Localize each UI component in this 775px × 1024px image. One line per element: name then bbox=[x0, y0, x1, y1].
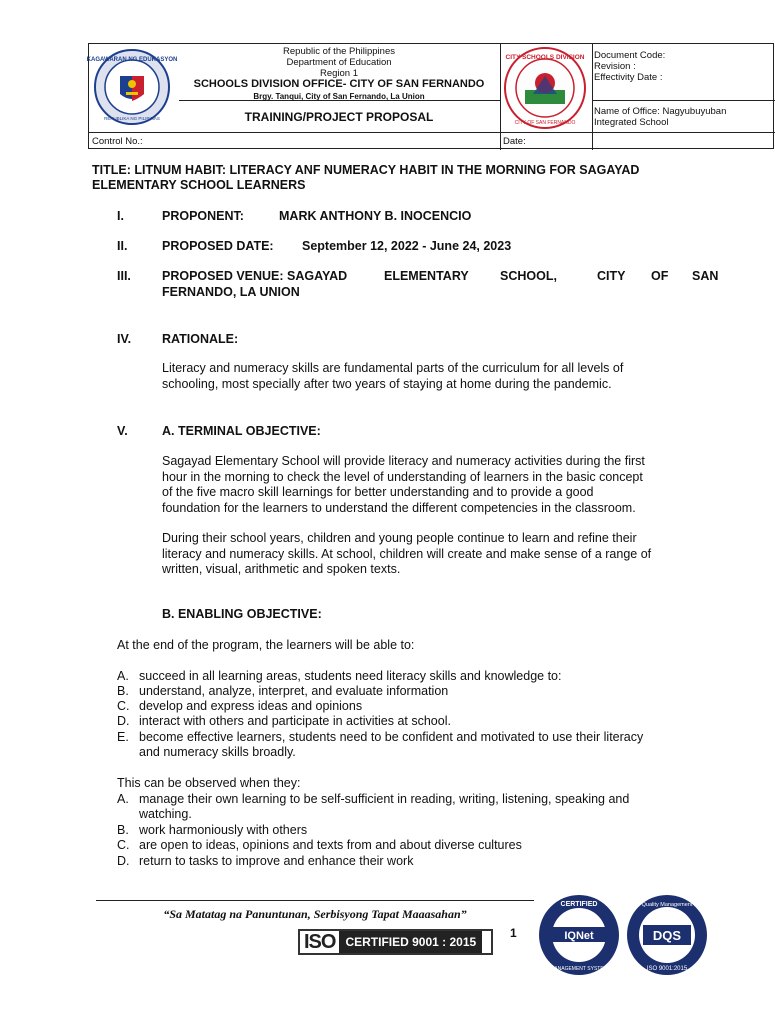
proponent-value: MARK ANTHONY B. INOCENCIO bbox=[279, 209, 472, 223]
section-number: I. bbox=[117, 209, 124, 223]
iso-cert-text: CERTIFIED 9001 : 2015 bbox=[339, 931, 482, 953]
list-text: become effective learners, students need to be confident and motivated to use their literacy bbox=[139, 730, 644, 744]
deped-seal-logo bbox=[86, 48, 178, 126]
list-marker: B. bbox=[117, 684, 129, 698]
paragraph-line: Sagayad Elementary School will provide literacy and numeracy activities during the first bbox=[162, 454, 645, 468]
date-field: Date: bbox=[503, 136, 526, 147]
section-label: RATIONALE: bbox=[162, 332, 239, 346]
form-title: TRAINING/PROJECT PROPOSAL bbox=[244, 110, 434, 124]
paragraph-line: During their school years, children and young people continue to learn and refine their bbox=[162, 531, 637, 545]
seal-text: CITY OF SAN FERNANDO bbox=[514, 120, 576, 126]
list-text: develop and express ideas and opinions bbox=[139, 699, 363, 713]
seal-text: CITY SCHOOLS DIVISION bbox=[505, 54, 585, 61]
list-marker: E. bbox=[117, 730, 129, 744]
rationale-paragraph bbox=[162, 361, 722, 392]
venue-word: ELEMENTARY bbox=[384, 269, 469, 283]
paragraph-line: of the five macro skill learnings for better understanding and to provide a good bbox=[162, 485, 594, 499]
list-item bbox=[117, 854, 722, 870]
divider bbox=[592, 44, 593, 150]
venue-line2: FERNANDO, LA UNION bbox=[162, 285, 300, 299]
section-label: A. TERMINAL OBJECTIVE: bbox=[162, 424, 321, 438]
document-code: Document Code: bbox=[594, 50, 666, 61]
enabling-objective-label: B. ENABLING OBJECTIVE: bbox=[162, 607, 322, 621]
venue-word: SAGAYAD bbox=[287, 269, 348, 283]
list-marker: A. bbox=[117, 792, 129, 806]
venue-word: OF bbox=[651, 269, 669, 283]
seal-text: IQNet bbox=[564, 930, 594, 942]
divider bbox=[592, 100, 775, 101]
section-number: III. bbox=[117, 269, 131, 283]
division-seal-logo bbox=[503, 46, 587, 130]
list-text: interact with others and participate in activities at school. bbox=[139, 714, 451, 728]
list-item bbox=[117, 823, 722, 839]
paragraph-line: hour in the morning to check the level of understanding of learners in the basic concept bbox=[162, 469, 643, 484]
iso-certified-badge bbox=[298, 929, 493, 955]
paragraph-line: foundation for the learners to understand the different competencies in the classroom. bbox=[162, 500, 636, 515]
section-number: V. bbox=[117, 424, 128, 438]
seal-text: REPUBLIKA NG PILIPINAS bbox=[104, 116, 160, 121]
enabling-intro: At the end of the program, the learners will be able to: bbox=[117, 638, 415, 652]
page-number: 1 bbox=[510, 926, 517, 940]
list-item bbox=[117, 792, 722, 824]
seal-text: DQS bbox=[652, 928, 682, 943]
list-item bbox=[117, 838, 722, 854]
title-line: ELEMENTARY SCHOOL LEARNERS bbox=[92, 178, 306, 192]
list-text: are open to ideas, opinions and texts from and about diverse cultures bbox=[139, 838, 522, 852]
paragraph-line: literacy and numeracy skills. At school, children will create and make sense of a range of bbox=[162, 546, 652, 561]
seal-text: MANAGEMENT SYSTEM bbox=[550, 966, 608, 972]
seal-text: Quality Management bbox=[641, 902, 693, 908]
header-address: Brgy. Tanqui, City of San Fernando, La Union bbox=[253, 92, 425, 101]
divider bbox=[500, 44, 501, 150]
paragraph-line: schooling, most specially after two years of staying at home during the pandemic. bbox=[162, 376, 612, 391]
list-marker: B. bbox=[117, 823, 129, 837]
venue-word: CITY bbox=[597, 269, 626, 283]
footer-rule bbox=[96, 900, 534, 901]
footer-motto: “Sa Matatag na Panuntunan, Serbisyong Tapat Maaasahan” bbox=[163, 907, 467, 921]
document-title bbox=[92, 163, 732, 193]
list-text: return to tasks to improve and enhance their work bbox=[139, 854, 414, 868]
header-department: Department of Education bbox=[286, 57, 392, 68]
list-text: and numeracy skills broadly. bbox=[139, 745, 296, 759]
list-text: succeed in all learning areas, students need literacy skills and knowledge to: bbox=[139, 669, 562, 683]
observed-intro: This can be observed when they: bbox=[117, 776, 301, 790]
list-text: watching. bbox=[139, 807, 192, 821]
list-item bbox=[117, 684, 722, 700]
terminal-objective-paragraph-2 bbox=[162, 531, 722, 578]
list-text: work harmoniously with others bbox=[139, 823, 308, 837]
divider bbox=[89, 132, 775, 133]
section-label: PROPOSED DATE: bbox=[162, 239, 274, 253]
list-marker: A. bbox=[117, 669, 129, 683]
dqs-quality-seal bbox=[625, 893, 709, 977]
effectivity-date: Effectivity Date : bbox=[594, 72, 663, 83]
venue-word: SAN bbox=[692, 269, 719, 283]
seal-text: KAGAWARAN NG EDUKASYON bbox=[86, 57, 178, 63]
list-marker: C. bbox=[117, 699, 130, 713]
list-item bbox=[117, 714, 722, 730]
section-number: IV. bbox=[117, 332, 132, 346]
section-label: PROPOSED VENUE: bbox=[162, 269, 284, 283]
header-office: SCHOOLS DIVISION OFFICE- CITY OF SAN FERNANDO bbox=[193, 78, 485, 90]
list-text: manage their own learning to be self-sufficient in reading, writing, listening, speaking and bbox=[139, 792, 630, 806]
list-item bbox=[117, 699, 722, 715]
terminal-objective-paragraph bbox=[162, 454, 722, 516]
control-no: Control No.: bbox=[92, 136, 143, 147]
paragraph-line: written, visual, arithmetic and spoken texts. bbox=[162, 562, 401, 576]
section-number: II. bbox=[117, 239, 128, 253]
seal-text: CERTIFIED bbox=[560, 901, 598, 908]
proposed-date-value: September 12, 2022 - June 24, 2023 bbox=[302, 239, 512, 253]
paragraph-line: Literacy and numeracy skills are fundamental parts of the curriculum for all levels of bbox=[162, 361, 624, 375]
list-marker: C. bbox=[117, 838, 130, 852]
office-name-cont: Integrated School bbox=[594, 117, 669, 128]
header-table bbox=[88, 43, 774, 149]
office-name: Name of Office: Nagyubuyuban bbox=[594, 106, 727, 117]
header-republic: Republic of the Philippines bbox=[283, 46, 395, 57]
list-item bbox=[117, 730, 722, 762]
venue-word: SCHOOL, bbox=[500, 269, 557, 283]
iso-mark: ISO bbox=[304, 930, 336, 953]
list-text: understand, analyze, interpret, and evaluate information bbox=[139, 684, 449, 698]
list-item bbox=[117, 669, 722, 685]
list-marker: D. bbox=[117, 854, 130, 868]
section-label: PROPONENT: bbox=[162, 209, 244, 223]
title-line: TITLE: LITNUM HABIT: LITERACY ANF NUMERACY HABIT IN THE MORNING FOR SAGAYAD bbox=[92, 163, 640, 177]
header-region: Region 1 bbox=[319, 68, 359, 79]
iqnet-certified-seal bbox=[537, 893, 621, 977]
seal-text: ISO 9001:2015 bbox=[646, 966, 688, 972]
revision: Revision : bbox=[594, 61, 636, 72]
list-marker: D. bbox=[117, 714, 130, 728]
